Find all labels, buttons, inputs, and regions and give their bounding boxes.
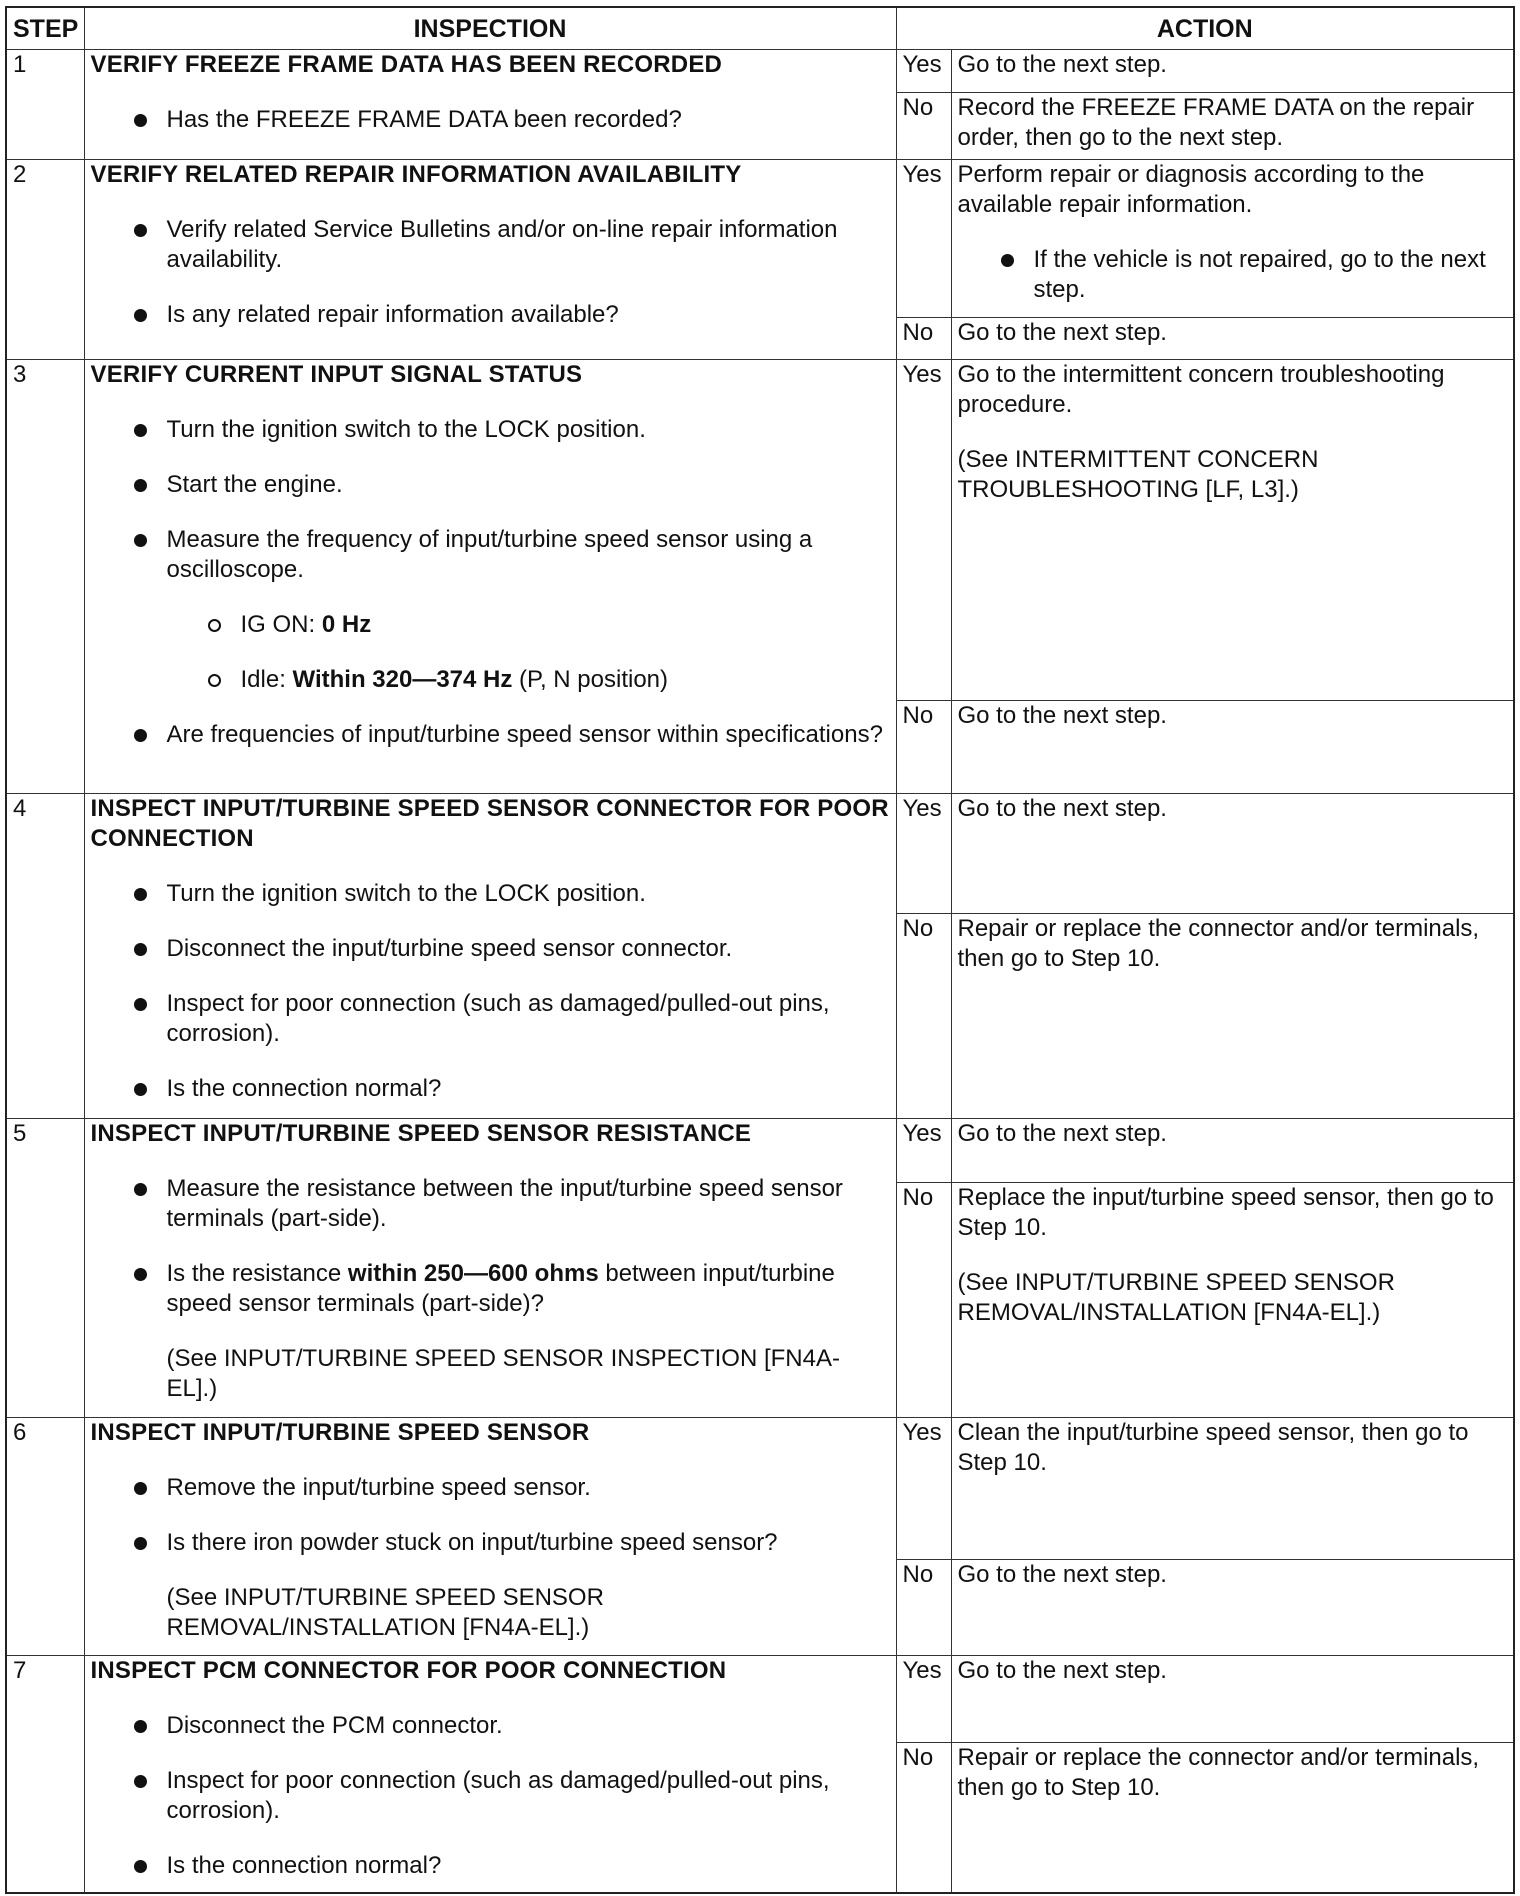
step-3-sub-1-value: 0 Hz <box>321 611 372 638</box>
step-6-number: 6 <box>6 1418 84 1656</box>
step-3-bullets-end <box>91 720 890 750</box>
step-4-bullet-4: Is the connection normal? <box>91 1074 890 1104</box>
step-3-number: 3 <box>6 360 84 794</box>
troubleshooting-table <box>5 6 1515 1894</box>
step-7-yes-action: Go to the next step. <box>951 1656 1514 1743</box>
inspection-column-header: INSPECTION <box>84 7 896 50</box>
step-1-inspection <box>84 50 896 160</box>
step-2-no-label: No <box>896 318 951 360</box>
step-4-bullet-1: Turn the ignition switch to the LOCK position. <box>91 879 890 909</box>
step-5-bullet-2-c: between input/turbine speed sensor terminals (part-side)? <box>166 1260 835 1317</box>
step-4-yes-action: Go to the next step. <box>951 794 1514 914</box>
step-5-bullets <box>91 1174 890 1319</box>
step-3-bullet-3-text: Measure the frequency of input/turbine speed sensor using a oscilloscope. <box>166 526 813 583</box>
step-4-title: INSPECT INPUT/TURBINE SPEED SENSOR CONNECTOR FOR POOR CONNECTION <box>90 795 889 852</box>
step-6-bullets <box>91 1473 890 1558</box>
step-3-yes-action-cell <box>951 360 1514 701</box>
step-2-no-action: Go to the next step. <box>951 318 1514 360</box>
step-5-yes-row <box>6 1119 1514 1183</box>
step-6-note: (See INPUT/TURBINE SPEED SENSOR REMOVAL/INSTALLATION [FN4A-EL].) <box>166 1584 604 1641</box>
step-5-title: INSPECT INPUT/TURBINE SPEED SENSOR RESISTANCE <box>90 1120 752 1147</box>
step-5-number: 5 <box>6 1119 84 1418</box>
step-3-bullet-3 <box>91 525 890 585</box>
step-5-no-note: (See INPUT/TURBINE SPEED SENSOR REMOVAL/INSTALLATION [FN4A-EL].) <box>957 1269 1395 1326</box>
step-6-yes-action: Clean the input/turbine speed sensor, then go to Step 10. <box>951 1418 1514 1560</box>
step-4-yes-label: Yes <box>896 794 951 914</box>
step-7-inspection <box>84 1656 896 1893</box>
step-7-yes-row <box>6 1656 1514 1743</box>
step-3-title: VERIFY CURRENT INPUT SIGNAL STATUS <box>90 361 583 388</box>
step-3-sub-bullet-1 <box>165 610 890 640</box>
step-5-inspection <box>84 1119 896 1418</box>
step-5-no-action: Replace the input/turbine speed sensor, then go to Step 10. <box>957 1184 1494 1241</box>
step-1-yes-action: Go to the next step. <box>951 50 1514 93</box>
step-3-bullet-1: Turn the ignition switch to the LOCK position. <box>91 415 890 445</box>
step-1-bullets <box>91 105 890 135</box>
step-column-header: STEP <box>6 7 84 50</box>
step-2-inspection <box>84 160 896 360</box>
step-2-yes-bullets <box>958 245 1508 305</box>
step-7-number: 7 <box>6 1656 84 1893</box>
step-4-bullet-2: Disconnect the input/turbine speed sensor connector. <box>91 934 890 964</box>
step-4-no-action: Repair or replace the connector and/or terminals, then go to Step 10. <box>951 914 1514 1119</box>
step-6-yes-label: Yes <box>896 1418 951 1560</box>
step-3-sub-2-suffix: (P, N position) <box>512 666 668 693</box>
action-column-header: ACTION <box>896 7 1514 50</box>
step-3-no-action: Go to the next step. <box>951 701 1514 794</box>
step-4-yes-row <box>6 794 1514 914</box>
step-5-bullet-2 <box>91 1259 890 1319</box>
step-1-yes-label: Yes <box>896 50 951 93</box>
step-7-bullet-3: Is the connection normal? <box>91 1851 890 1881</box>
step-1-yes-row <box>6 50 1514 93</box>
step-1-bullet-1: Has the FREEZE FRAME DATA been recorded? <box>91 105 890 135</box>
step-4-bullet-3: Inspect for poor connection (such as damaged/pulled-out pins, corrosion). <box>91 989 890 1049</box>
step-3-yes-action: Go to the intermittent concern troubleshooting procedure. <box>957 361 1445 418</box>
step-2-yes-action-cell <box>951 160 1514 318</box>
step-2-bullet-2: Is any related repair information available? <box>91 300 890 330</box>
step-5-note: (See INPUT/TURBINE SPEED SENSOR INSPECTION [FN4A-EL].) <box>166 1345 840 1402</box>
step-3-sub-1-label: IG ON: <box>240 611 322 638</box>
step-7-yes-label: Yes <box>896 1656 951 1743</box>
step-6-yes-row <box>6 1418 1514 1560</box>
step-7-title: INSPECT PCM CONNECTOR FOR POOR CONNECTION <box>90 1657 727 1684</box>
step-5-bullet-2-a: Is the resistance <box>166 1260 348 1287</box>
step-3-bullet-4: Are frequencies of input/turbine speed sensor within specifications? <box>91 720 890 750</box>
step-2-bullet-1: Verify related Service Bulletins and/or on-line repair information availability. <box>91 215 890 275</box>
step-3-yes-note: (See INTERMITTENT CONCERN TROUBLESHOOTING [LF, L3].) <box>957 446 1319 503</box>
header-row <box>6 7 1514 50</box>
step-2-bullets <box>91 215 890 330</box>
step-2-title: VERIFY RELATED REPAIR INFORMATION AVAILABILITY <box>90 161 742 188</box>
step-6-inspection <box>84 1418 896 1656</box>
step-5-no-action-cell <box>951 1183 1514 1418</box>
step-2-number: 2 <box>6 160 84 360</box>
step-3-inspection <box>84 360 896 794</box>
step-6-bullet-2: Is there iron powder stuck on input/turbine speed sensor? <box>91 1528 890 1558</box>
step-7-bullet-2: Inspect for poor connection (such as damaged/pulled-out pins, corrosion). <box>91 1766 890 1826</box>
step-4-number: 4 <box>6 794 84 1119</box>
step-4-no-label: No <box>896 914 951 1119</box>
step-5-bullet-1: Measure the resistance between the input/turbine speed sensor terminals (part-side). <box>91 1174 890 1234</box>
step-3-sub-bullet-2 <box>165 665 890 695</box>
step-5-bullet-2-value: within 250—600 ohms <box>347 1260 599 1287</box>
step-7-no-label: No <box>896 1743 951 1893</box>
step-6-no-label: No <box>896 1560 951 1656</box>
step-3-bullet-2: Start the engine. <box>91 470 890 500</box>
step-3-sub-2-label: Idle: <box>240 666 293 693</box>
step-7-bullet-1: Disconnect the PCM connector. <box>91 1711 890 1741</box>
step-4-inspection <box>84 794 896 1119</box>
step-4-bullets <box>91 879 890 1104</box>
step-7-no-action: Repair or replace the connector and/or terminals, then go to Step 10. <box>951 1743 1514 1893</box>
step-3-no-label: No <box>896 701 951 794</box>
step-1-number: 1 <box>6 50 84 160</box>
step-1-title: VERIFY FREEZE FRAME DATA HAS BEEN RECORDED <box>90 51 723 78</box>
step-5-yes-action: Go to the next step. <box>951 1119 1514 1183</box>
step-2-yes-row <box>6 160 1514 318</box>
step-3-sub-bullets <box>165 610 890 695</box>
step-2-yes-action: Perform repair or diagnosis according to the available repair information. <box>957 161 1425 218</box>
step-6-bullet-1: Remove the input/turbine speed sensor. <box>91 1473 890 1503</box>
step-1-no-label: No <box>896 93 951 160</box>
step-1-no-action: Record the FREEZE FRAME DATA on the repair order, then go to the next step. <box>951 93 1514 160</box>
step-3-yes-row <box>6 360 1514 701</box>
step-6-no-action: Go to the next step. <box>951 1560 1514 1656</box>
step-3-sub-2-value: Within 320—374 Hz <box>292 666 513 693</box>
step-7-bullets <box>91 1711 890 1881</box>
step-3-bullets <box>91 415 890 585</box>
step-6-title: INSPECT INPUT/TURBINE SPEED SENSOR <box>90 1419 590 1446</box>
step-5-no-label: No <box>896 1183 951 1418</box>
step-2-yes-label: Yes <box>896 160 951 318</box>
step-3-yes-label: Yes <box>896 360 951 701</box>
step-2-yes-bullet: If the vehicle is not repaired, go to the next step. <box>958 245 1508 305</box>
step-5-yes-label: Yes <box>896 1119 951 1183</box>
